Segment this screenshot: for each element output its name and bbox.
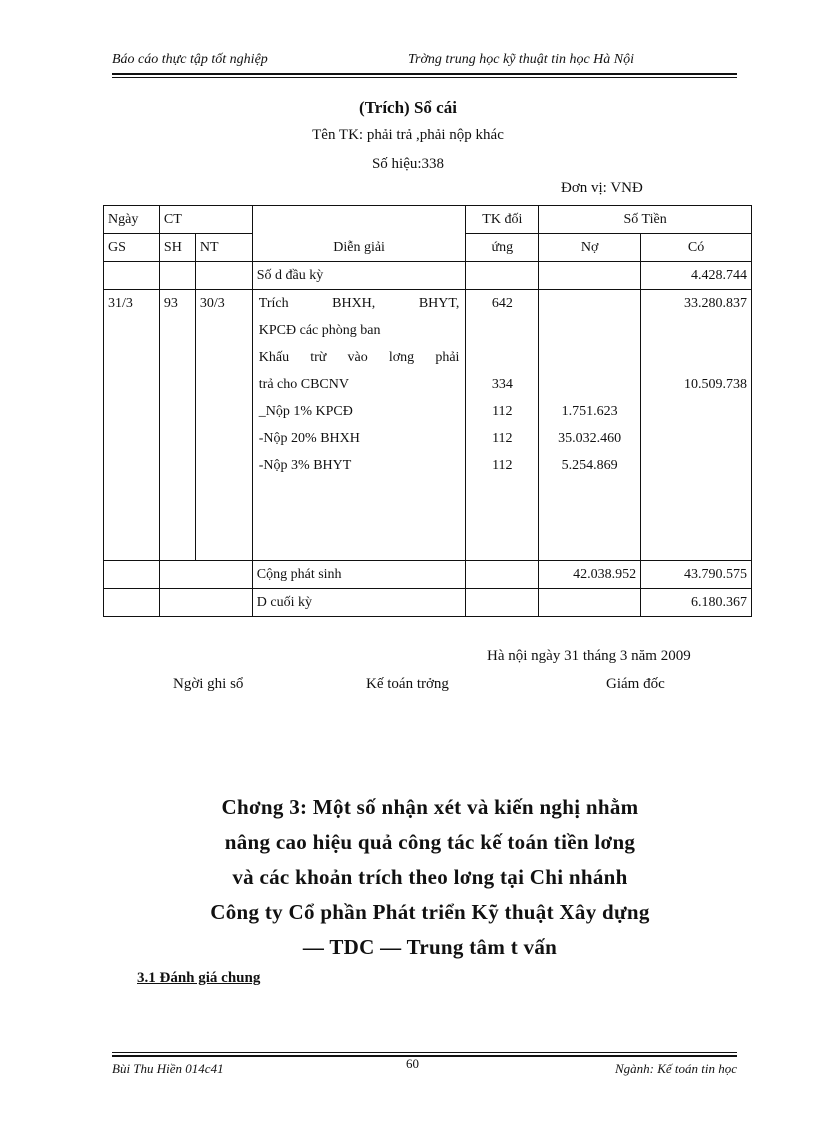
signer-director: Giám đốc (606, 676, 665, 692)
footer-rule-thin (112, 1052, 737, 1053)
signer-chief-accountant: Kế toán trởng (366, 676, 449, 692)
entry-row (104, 290, 752, 561)
opening-balance-credit: 4.428.744 (641, 262, 752, 290)
header-report-title: Báo cáo thực tập tốt nghiệp (112, 52, 268, 67)
chapter-heading: Chơng 3: Một số nhận xét và kiến nghị nhằm nâng cao hiệu quả công tác kế toán tiền lơng và các khoản trích theo lơng tại Chi nhánh Công ty Cổ phần Phát triển Kỹ thuật Xây dựng — TDC — Trung tâm t vấn (210, 795, 650, 959)
page-footer (112, 1052, 737, 1076)
entry-date: 31/3 (104, 290, 160, 561)
ledger-title: (Trích) Sổ cái (359, 98, 457, 117)
col-counter-account-header: TK đối (466, 206, 539, 234)
footer-rule (112, 1055, 737, 1057)
col-date-header: Ngày (104, 206, 160, 234)
total-label: Cộng phát sinh (252, 561, 466, 589)
total-row (104, 561, 752, 589)
entry-line-2: KPCĐ các phòng ban (258, 323, 381, 338)
col-counter-account-sub-header: ứng (466, 234, 539, 262)
section-heading: 3.1 Đánh giá chung (137, 970, 261, 986)
header-rule-thin (112, 77, 737, 78)
closing-balance-label: D cuối kỳ (252, 589, 466, 617)
header-school-name: Trờng trung học kỹ thuật tin học Hà Nội (408, 52, 635, 67)
header-rule (112, 73, 737, 75)
closing-balance-row (104, 589, 752, 617)
opening-balance-label: Số d đầu kỳ (252, 262, 466, 290)
entry-line-3: Khấu trừ vào lơng phải (258, 350, 460, 365)
entry-line-6: -Nộp 20% BHXH (258, 431, 360, 446)
entry-credits: 33.280.837 10.509.738 (641, 290, 752, 561)
footer-major: Ngành: Kế toán tin học (614, 1061, 737, 1076)
entry-line-1: Trích BHXH, BHYT, (258, 296, 460, 311)
col-debit-header: Nợ (539, 234, 641, 262)
entry-description (252, 290, 466, 561)
entry-line-4: trả cho CBCNV (258, 377, 349, 392)
closing-balance-credit: 6.180.367 (641, 589, 752, 617)
col-credit-header: Có (641, 234, 752, 262)
opening-balance-row (104, 262, 752, 290)
page-header (112, 49, 737, 79)
total-debit: 42.038.952 (539, 561, 641, 589)
account-name: Tên TK: phải trả ,phải nộp khác (312, 127, 504, 143)
total-credit: 43.790.575 (641, 561, 752, 589)
signer-recorder: Ngời ghi sổ (173, 676, 244, 692)
page-number: 60 (406, 1056, 419, 1071)
ledger-table (103, 205, 752, 617)
entry-line-5: _Nộp 1% KPCĐ (258, 404, 353, 419)
entry-debits: 1.751.623 35.032.460 5.254.869 (539, 290, 641, 561)
header-row-1 (104, 206, 752, 234)
entry-nt: 30/3 (195, 290, 252, 561)
entry-counter-accounts: 642 334 112 112 112 (466, 290, 539, 561)
col-amount-header: Số Tiền (539, 206, 752, 234)
entry-line-7: -Nộp 3% BHYT (258, 458, 352, 473)
col-sh-header: SH (159, 234, 195, 262)
col-description-header: Diễn giải (252, 206, 466, 262)
col-date-sub-header: GS (104, 234, 160, 262)
account-number: Số hiệu:338 (371, 156, 445, 172)
footer-author: Bùi Thu Hiền 014c41 (112, 1061, 224, 1076)
col-nt-header: NT (195, 234, 252, 262)
place-date: Hà nội ngày 31 tháng 3 năm 2009 (487, 648, 691, 664)
entry-sh: 93 (159, 290, 195, 561)
currency-unit: Đơn vị: VNĐ (561, 180, 643, 196)
col-voucher-header: CT (159, 206, 252, 234)
